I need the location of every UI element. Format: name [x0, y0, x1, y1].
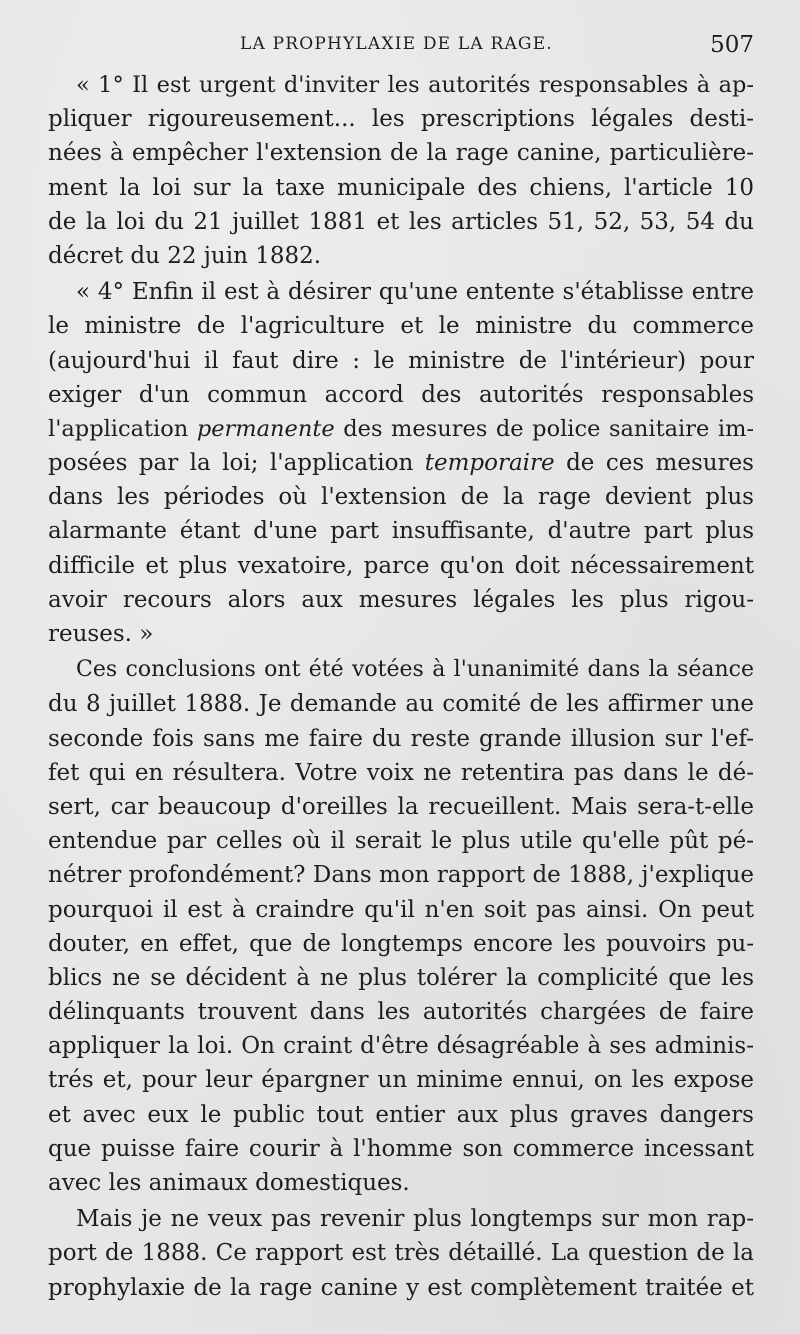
text-line [48, 68, 754, 102]
text-line [48, 858, 754, 892]
text-segment: de la loi du 21 juillet 1881 et les articles 51, 52, 53, 54 du [48, 208, 754, 235]
text-segment: Mais je ne veux pas revenir plus longtemps sur mon rap- [76, 1206, 754, 1233]
paragraph [48, 1202, 754, 1305]
text-line [48, 239, 754, 273]
paragraph [48, 68, 754, 273]
text-segment: difficile et plus vexatoire, parce qu'on doit nécessairement [48, 552, 754, 579]
text-segment: appliquer la loi. On craint d'être désagréable à ses adminis- [48, 1033, 754, 1060]
text-segment: (aujourd'hui il faut dire : le ministre de l'intérieur) pour [48, 347, 754, 374]
text-line [48, 653, 754, 687]
paragraph [48, 653, 754, 1200]
body-text [48, 68, 754, 1305]
text-line [48, 549, 754, 583]
text-segment: exiger d'un commun accord des autorités responsables [48, 381, 754, 408]
text-line [48, 1132, 754, 1166]
text-line [48, 480, 754, 514]
text-line [48, 275, 754, 309]
text-line [48, 1029, 754, 1063]
text-line [48, 344, 754, 378]
text-segment: « 4° Enfin il est à désirer qu'une entente s'établisse entre [76, 279, 754, 306]
text-line [48, 687, 754, 721]
text-segment: nétrer profondément? Dans mon rapport de 1888, j'explique [48, 862, 754, 889]
text-line [48, 961, 754, 995]
text-segment: entendue par celles où il serait le plus utile qu'elle pût pé- [48, 828, 754, 855]
text-segment: posées par la loi; l'application [48, 450, 425, 477]
page-number: 507 [710, 32, 754, 58]
text-segment: dans les périodes où l'extension de la rage devient plus [48, 484, 754, 511]
text-line [48, 1202, 754, 1236]
text-line [48, 514, 754, 548]
text-segment: avoir recours alors aux mesures légales les plus rigou- [48, 586, 754, 613]
text-line [48, 995, 754, 1029]
text-line [48, 1063, 754, 1097]
text-segment: Ces conclusions ont été votées à l'unanimité dans la séance [76, 657, 754, 683]
text-segment: le ministre de l'agriculture et le ministre du commerce [48, 313, 754, 340]
italic-text: permanente [196, 415, 335, 442]
text-line [48, 136, 754, 170]
text-segment: nées à empêcher l'extension de la rage canine, particulière- [48, 140, 754, 167]
text-line [48, 309, 754, 343]
text-line [48, 1098, 754, 1132]
text-line [48, 617, 754, 651]
text-line [48, 722, 754, 756]
text-segment: avec les animaux domestiques. [48, 1170, 410, 1196]
text-segment: et avec eux le public tout entier aux plus graves dangers [48, 1101, 754, 1128]
text-segment: seconde fois sans me faire du reste grande illusion sur l'ef- [48, 725, 754, 752]
text-segment: décret du 22 juin 1882. [48, 242, 322, 269]
text-segment: l'application [48, 415, 197, 442]
text-line [48, 412, 754, 446]
text-line [48, 927, 754, 961]
text-line [48, 756, 754, 790]
text-line [48, 205, 754, 239]
text-segment: sert, car beaucoup d'oreilles la recueillent. Mais sera-t-elle [48, 793, 754, 820]
text-line [48, 1236, 754, 1270]
text-segment: ment la loi sur la taxe municipale des chiens, l'article 10 [48, 174, 754, 201]
text-segment: « 1° Il est urgent d'inviter les autorités responsables à ap- [76, 72, 754, 98]
text-line [48, 824, 754, 858]
paragraph [48, 275, 754, 651]
text-segment: alarmante étant d'une part insuffisante, d'autre part plus [48, 518, 754, 545]
text-line [48, 893, 754, 927]
text-segment: que puisse faire courir à l'homme son commerce incessant [48, 1135, 754, 1162]
text-segment: délinquants trouvent dans les autorités chargées de faire [48, 999, 754, 1026]
text-line [48, 583, 754, 617]
text-segment: de ces mesures [554, 450, 754, 477]
text-line [48, 1271, 754, 1305]
text-segment: trés et, pour leur épargner un minime ennui, on les expose [48, 1067, 754, 1094]
text-segment: port de 1888. Ce rapport est très détaillé. La question de la [48, 1240, 754, 1267]
text-segment: des mesures de police sanitaire im- [334, 415, 755, 442]
text-line [48, 790, 754, 824]
text-segment: du 8 juillet 1888. Je demande au comité de les affirmer une [48, 691, 754, 718]
text-line [48, 378, 754, 412]
text-segment: reuses. » [48, 621, 154, 647]
italic-text: temporaire [424, 450, 555, 477]
text-segment: pourquoi il est à craindre qu'il n'en soit pas ainsi. On peut [48, 896, 754, 923]
text-line [48, 171, 754, 205]
running-title: LA PROPHYLAXIE DE LA RAGE. [240, 34, 553, 54]
text-segment: fet qui en résultera. Votre voix ne retentira pas dans le dé- [48, 759, 754, 786]
text-segment: blics ne se décident à ne plus tolérer la complicité que les [48, 964, 754, 991]
text-segment: pliquer rigoureusement... les prescriptions légales desti- [48, 106, 754, 133]
text-line [48, 1166, 754, 1200]
page-header [0, 34, 800, 64]
text-line [48, 446, 754, 480]
text-line [48, 102, 754, 136]
text-segment: douter, en effet, que de longtemps encore les pouvoirs pu- [48, 930, 754, 957]
text-segment: prophylaxie de la rage canine y est complètement traitée et [48, 1274, 754, 1301]
